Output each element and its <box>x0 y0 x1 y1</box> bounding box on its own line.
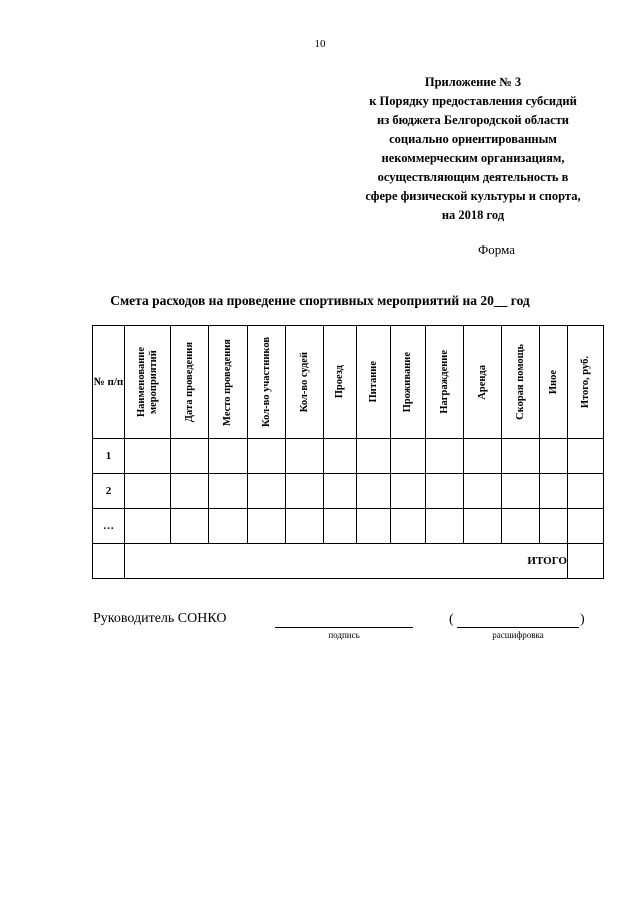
table-cell[interactable] <box>391 474 426 509</box>
table-cell[interactable] <box>391 509 426 544</box>
header-participants: Кол-во участников <box>260 337 272 427</box>
header-cell <box>464 326 502 439</box>
header-date: Дата проведения <box>183 341 195 423</box>
header-rent: Аренда <box>476 364 488 400</box>
appendix-line: осуществляющим деятельность в <box>377 170 569 184</box>
table-cell[interactable] <box>248 474 286 509</box>
table-cell[interactable] <box>540 509 568 544</box>
page-number: 10 <box>314 38 326 50</box>
appendix-line: из бюджета Белгородской области <box>377 113 569 127</box>
row-number: … <box>93 509 125 544</box>
table-cell[interactable] <box>171 474 209 509</box>
table-cell[interactable] <box>357 474 391 509</box>
header-number: № п/п <box>93 376 124 388</box>
table-cell[interactable] <box>426 439 464 474</box>
table-cell[interactable] <box>502 439 540 474</box>
header-cell <box>209 326 248 439</box>
table-row <box>93 474 604 509</box>
form-label: Форма <box>478 242 515 257</box>
header-ambulance: Скорая помощь <box>514 344 526 420</box>
header-cell <box>426 326 464 439</box>
table-cell[interactable] <box>502 509 540 544</box>
table-cell[interactable] <box>324 509 357 544</box>
table-cell[interactable] <box>286 439 324 474</box>
header-meals: Питание <box>367 361 379 403</box>
table-row <box>93 509 604 544</box>
table-cell[interactable] <box>464 509 502 544</box>
table-cell[interactable] <box>125 509 171 544</box>
table-cell[interactable] <box>540 474 568 509</box>
signatory-role: Руководитель СОНКО <box>93 611 227 626</box>
appendix-line: социально ориентированным <box>389 132 557 146</box>
header-awards: Награждение <box>438 350 450 414</box>
table-cell[interactable] <box>209 474 248 509</box>
table-cell[interactable] <box>324 474 357 509</box>
header-cell <box>93 326 125 439</box>
table-cell[interactable] <box>286 474 324 509</box>
header-cell <box>391 326 426 439</box>
name-decode-caption: расшифровка <box>492 630 544 640</box>
header-cell <box>540 326 568 439</box>
appendix-line: некоммерческим организациям, <box>381 151 565 165</box>
table-cell[interactable] <box>357 439 391 474</box>
total-value-cell[interactable] <box>568 544 604 579</box>
table-cell[interactable] <box>209 439 248 474</box>
budget-table <box>92 325 604 579</box>
header-cell <box>125 326 171 439</box>
document-title: Смета расходов на проведение спортивных мероприятий на 20__ год <box>110 293 530 308</box>
header-other: Иное <box>547 369 559 395</box>
table-cell[interactable] <box>125 474 171 509</box>
header-cell <box>171 326 209 439</box>
table-cell[interactable] <box>568 509 604 544</box>
table-row <box>93 439 604 474</box>
header-cell <box>248 326 286 439</box>
table-cell[interactable] <box>540 439 568 474</box>
table-cell[interactable] <box>286 509 324 544</box>
table-cell <box>93 544 125 579</box>
table-cell[interactable] <box>502 474 540 509</box>
header-cell <box>357 326 391 439</box>
header-accommodation: Проживание <box>402 351 413 413</box>
header-total: Итого, руб. <box>579 355 591 409</box>
signature-caption: подпись <box>328 630 360 640</box>
signature-block <box>93 611 603 651</box>
close-parenthesis: ) <box>580 612 585 627</box>
table-cell[interactable] <box>248 509 286 544</box>
appendix-line: к Порядку предоставления субсидий <box>369 94 577 108</box>
table-cell[interactable] <box>568 439 604 474</box>
total-row <box>93 544 604 579</box>
table-cell[interactable] <box>125 439 171 474</box>
header-name: Наименование мероприятий <box>135 347 159 417</box>
table-cell[interactable] <box>171 439 209 474</box>
total-label: ИТОГО <box>125 544 568 579</box>
table-cell[interactable] <box>464 474 502 509</box>
appendix-line: Приложение № 3 <box>424 75 522 89</box>
row-number: 2 <box>93 474 125 509</box>
header-judges: Кол-во судей <box>298 351 310 413</box>
table-cell[interactable] <box>248 439 286 474</box>
table-cell[interactable] <box>464 439 502 474</box>
signature-line[interactable] <box>275 627 413 628</box>
table-header-row <box>93 326 604 439</box>
appendix-header <box>342 73 604 225</box>
header-cell <box>286 326 324 439</box>
table-cell[interactable] <box>209 509 248 544</box>
header-place: Место проведения <box>222 338 233 426</box>
table-cell[interactable] <box>357 509 391 544</box>
table-cell[interactable] <box>426 474 464 509</box>
table-cell[interactable] <box>324 439 357 474</box>
header-cell <box>324 326 357 439</box>
name-decode-line[interactable] <box>457 627 579 628</box>
open-parenthesis: ( <box>449 612 454 627</box>
appendix-line: сфере физической культуры и спорта, <box>365 189 581 203</box>
table-cell[interactable] <box>171 509 209 544</box>
table-cell[interactable] <box>568 474 604 509</box>
header-travel: Проезд <box>334 365 345 399</box>
header-cell <box>568 326 604 439</box>
row-number: 1 <box>93 439 125 474</box>
table-cell[interactable] <box>426 509 464 544</box>
header-cell <box>502 326 540 439</box>
appendix-line: на 2018 год <box>441 208 505 222</box>
table-cell[interactable] <box>391 439 426 474</box>
